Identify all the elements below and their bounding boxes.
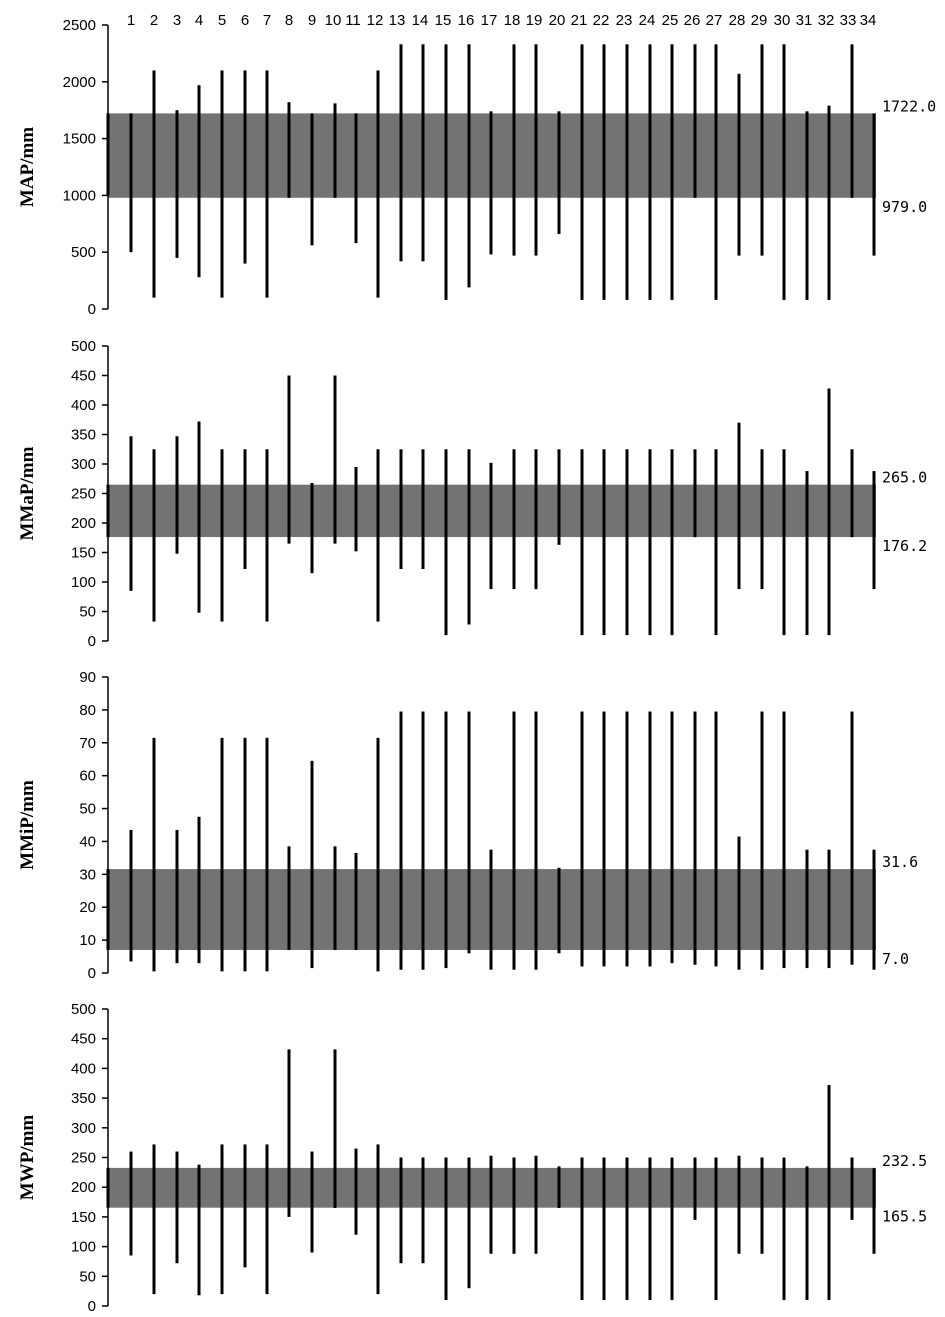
range-bar [468, 1158, 471, 1289]
range-bar [649, 1158, 652, 1301]
range-bar [783, 1158, 786, 1301]
column-label: 16 [457, 12, 475, 29]
range-bar [288, 846, 291, 950]
range-bar [626, 44, 629, 300]
y-tick-label: 70 [79, 734, 96, 752]
column-label: 25 [661, 12, 679, 29]
column-label: 18 [503, 12, 521, 29]
range-bar [581, 712, 584, 967]
range-bar [288, 376, 291, 544]
range-bar [490, 850, 493, 970]
column-label: 10 [324, 12, 342, 29]
range-bar [828, 388, 831, 635]
range-bar [468, 712, 471, 954]
range-bar [468, 449, 471, 624]
range-bar [873, 1168, 876, 1254]
range-bar [715, 1158, 718, 1301]
range-bar [626, 449, 629, 635]
band-high-label: 1722.0 [882, 97, 937, 116]
chart-panel [17, 17, 936, 318]
column-label: 9 [307, 12, 317, 29]
column-label: 1 [126, 12, 136, 29]
column-label: 27 [705, 12, 723, 29]
range-bar [715, 712, 718, 967]
range-bar [311, 113, 314, 245]
range-bar [873, 850, 876, 970]
range-bar [513, 712, 516, 970]
range-bar [221, 1144, 224, 1294]
range-bar [266, 738, 269, 972]
y-tick-label: 10 [79, 932, 96, 950]
range-bar [244, 738, 247, 972]
range-bar [153, 1144, 156, 1294]
chart-panel [17, 338, 927, 650]
y-axis-title: MMaP/mm [17, 446, 38, 541]
range-bar [153, 70, 156, 297]
y-tick-label: 400 [70, 1060, 96, 1078]
range-bar [490, 463, 493, 589]
range-bar [761, 712, 764, 970]
range-bar [490, 111, 493, 254]
band-low-label: 165.5 [882, 1207, 928, 1226]
range-bar [176, 1152, 179, 1264]
range-bar [355, 1149, 358, 1235]
column-label: 31 [795, 12, 813, 29]
range-bar [806, 111, 809, 300]
range-bar [334, 1049, 337, 1208]
range-bar [445, 44, 448, 300]
range-bar [400, 712, 403, 970]
range-bar [603, 1158, 606, 1301]
y-tick-label: 30 [79, 866, 96, 884]
range-bar [738, 837, 741, 970]
range-bar [244, 449, 247, 569]
range-bar [221, 449, 224, 621]
column-label: 19 [525, 12, 543, 29]
range-bar [558, 111, 561, 234]
y-tick-label: 150 [70, 544, 96, 562]
column-label: 33 [839, 12, 857, 29]
range-bar [377, 449, 380, 621]
column-label: 11 [345, 12, 361, 29]
range-bar [694, 1158, 697, 1220]
range-bar [806, 1166, 809, 1300]
column-label: 21 [570, 12, 588, 29]
range-bar [761, 44, 764, 255]
column-label: 2 [149, 12, 159, 29]
range-bar [851, 449, 854, 537]
range-bar [558, 868, 561, 954]
column-label: 15 [434, 12, 452, 29]
range-bar [783, 44, 786, 300]
y-tick-label: 500 [70, 244, 96, 262]
range-bar [445, 1158, 448, 1301]
column-label: 5 [217, 12, 227, 29]
range-bar [828, 850, 831, 968]
range-bar [422, 44, 425, 261]
column-label: 6 [240, 12, 250, 29]
range-bar [513, 449, 516, 589]
range-bar [535, 44, 538, 255]
y-tick-label: 50 [79, 1268, 96, 1286]
range-bar [738, 74, 741, 256]
range-bar [671, 449, 674, 635]
range-bar [558, 1166, 561, 1208]
column-label: 3 [172, 12, 182, 29]
column-label: 7 [262, 12, 272, 29]
chart-panel [17, 1001, 927, 1315]
range-bar [828, 1085, 831, 1300]
range-bar [377, 1144, 380, 1294]
range-bar [355, 853, 358, 950]
range-bar [377, 738, 380, 972]
range-bar [715, 449, 718, 635]
range-bar [851, 712, 854, 965]
column-label: 22 [592, 12, 610, 29]
column-label: 4 [194, 12, 204, 29]
y-tick-label: 90 [79, 669, 96, 686]
y-tick-label: 80 [79, 701, 96, 719]
range-bar [694, 712, 697, 965]
range-bar [355, 113, 358, 243]
range-bar [176, 436, 179, 553]
y-tick-label: 450 [70, 367, 96, 385]
range-bar [873, 113, 876, 255]
column-label: 34 [859, 12, 877, 29]
range-bar [244, 1144, 247, 1267]
y-tick-label: 50 [79, 800, 96, 818]
y-axis-title: MAP/mm [17, 126, 38, 208]
y-tick-label: 0 [87, 633, 96, 650]
range-bar [626, 1158, 629, 1301]
range-bar [422, 1158, 425, 1264]
range-bar [221, 70, 224, 297]
y-tick-label: 150 [70, 1208, 96, 1226]
range-bar [334, 376, 337, 544]
range-bar [738, 423, 741, 589]
y-tick-label: 300 [70, 456, 96, 473]
range-bar [153, 738, 156, 972]
column-label: 8 [284, 12, 294, 29]
range-bar [535, 449, 538, 589]
range-bar [851, 1158, 854, 1220]
y-tick-label: 2500 [62, 17, 96, 34]
y-tick-label: 100 [70, 574, 96, 591]
range-bar [851, 44, 854, 197]
range-bar [130, 113, 133, 252]
range-bar [873, 471, 876, 589]
column-label: 28 [728, 12, 746, 29]
band-high-label: 265.0 [882, 468, 928, 487]
range-bar [513, 44, 516, 255]
range-bar [266, 70, 269, 297]
range-bar [198, 422, 201, 613]
range-bar [468, 44, 471, 287]
y-tick-label: 1000 [62, 187, 96, 205]
range-bar [603, 44, 606, 300]
y-tick-label: 1500 [62, 130, 96, 148]
column-label: 13 [388, 12, 406, 29]
y-tick-label: 500 [70, 1001, 96, 1018]
range-bar [221, 738, 224, 972]
range-bar [603, 712, 606, 967]
range-bar [311, 761, 314, 968]
range-bar [581, 449, 584, 635]
range-bar [288, 1049, 291, 1217]
range-bar [244, 70, 247, 263]
range-bar [828, 106, 831, 300]
range-bar [490, 1156, 493, 1254]
range-bar [715, 44, 718, 300]
range-bar [334, 846, 337, 950]
column-label: 32 [817, 12, 835, 29]
band-high-label: 31.6 [882, 853, 919, 872]
y-tick-label: 200 [70, 515, 96, 532]
y-tick-label: 0 [87, 301, 96, 318]
band-low-label: 176.2 [882, 537, 928, 556]
band-high-label: 232.5 [882, 1151, 928, 1170]
band-low-label: 7.0 [882, 949, 910, 968]
range-bar [603, 449, 606, 635]
range-bar [198, 817, 201, 963]
y-tick-label: 60 [79, 767, 96, 785]
y-tick-label: 40 [79, 833, 96, 851]
range-bar [535, 1156, 538, 1254]
column-label: 20 [548, 12, 566, 29]
range-bar [311, 483, 314, 573]
y-tick-label: 350 [70, 426, 96, 444]
range-bar [266, 449, 269, 621]
y-tick-label: 450 [70, 1030, 96, 1048]
range-bar [649, 44, 652, 300]
range-bar [400, 1158, 403, 1264]
y-tick-label: 500 [70, 338, 96, 355]
range-bar [130, 830, 133, 962]
range-bar [626, 712, 629, 967]
range-bar [445, 712, 448, 969]
range-bar [311, 1152, 314, 1253]
column-label: 29 [750, 12, 768, 29]
range-bar [288, 102, 291, 198]
range-bar [198, 1165, 201, 1296]
range-bar [581, 44, 584, 300]
range-bar [176, 830, 179, 963]
range-bar [783, 712, 786, 969]
range-bar [130, 1152, 133, 1256]
range-bar [422, 449, 425, 569]
y-tick-label: 400 [70, 397, 96, 414]
range-bar [535, 712, 538, 970]
column-label: 24 [638, 12, 656, 29]
range-bar [761, 1158, 764, 1254]
column-label: 23 [615, 12, 633, 29]
y-tick-label: 350 [70, 1090, 96, 1108]
range-bar [445, 449, 448, 635]
column-label: 30 [773, 12, 791, 29]
range-bar [400, 449, 403, 569]
range-bar [422, 712, 425, 970]
range-bar [694, 449, 697, 537]
column-label: 12 [366, 12, 384, 29]
range-bar [355, 467, 358, 551]
range-bar [153, 449, 156, 621]
y-axis-title: MMiP/mm [17, 780, 38, 870]
range-bar [581, 1158, 584, 1301]
range-bar [694, 44, 697, 197]
range-bar [558, 449, 561, 545]
range-bar [806, 471, 809, 635]
range-bar [377, 70, 380, 297]
range-bar [513, 1158, 516, 1254]
range-bar [198, 85, 201, 277]
column-label: 14 [411, 12, 429, 29]
band-low-label: 979.0 [882, 197, 928, 216]
column-label: 26 [683, 12, 701, 29]
range-bar [266, 1144, 269, 1294]
y-tick-label: 0 [87, 965, 96, 982]
range-bar [671, 1158, 674, 1301]
range-bar [761, 449, 764, 589]
chart-panel [17, 669, 918, 982]
range-bar [176, 110, 179, 258]
range-bar [806, 850, 809, 968]
range-bar [649, 449, 652, 635]
range-bar [738, 1156, 741, 1254]
y-tick-label: 50 [79, 603, 96, 621]
y-tick-label: 100 [70, 1238, 96, 1256]
y-axis-title: MWP/mm [17, 1114, 38, 1201]
column-label: 17 [480, 12, 498, 29]
y-tick-label: 300 [70, 1119, 96, 1137]
range-bar [649, 712, 652, 967]
range-bar [783, 449, 786, 635]
y-tick-label: 250 [70, 1149, 96, 1167]
range-bar [671, 712, 674, 964]
y-tick-label: 250 [70, 485, 96, 503]
y-tick-label: 20 [79, 899, 96, 917]
y-tick-label: 0 [87, 1298, 96, 1315]
y-tick-label: 200 [70, 1179, 96, 1197]
y-tick-label: 2000 [62, 73, 96, 91]
range-bar [334, 103, 337, 197]
range-bar [671, 44, 674, 300]
range-bar [130, 436, 133, 591]
range-bar [400, 44, 403, 261]
